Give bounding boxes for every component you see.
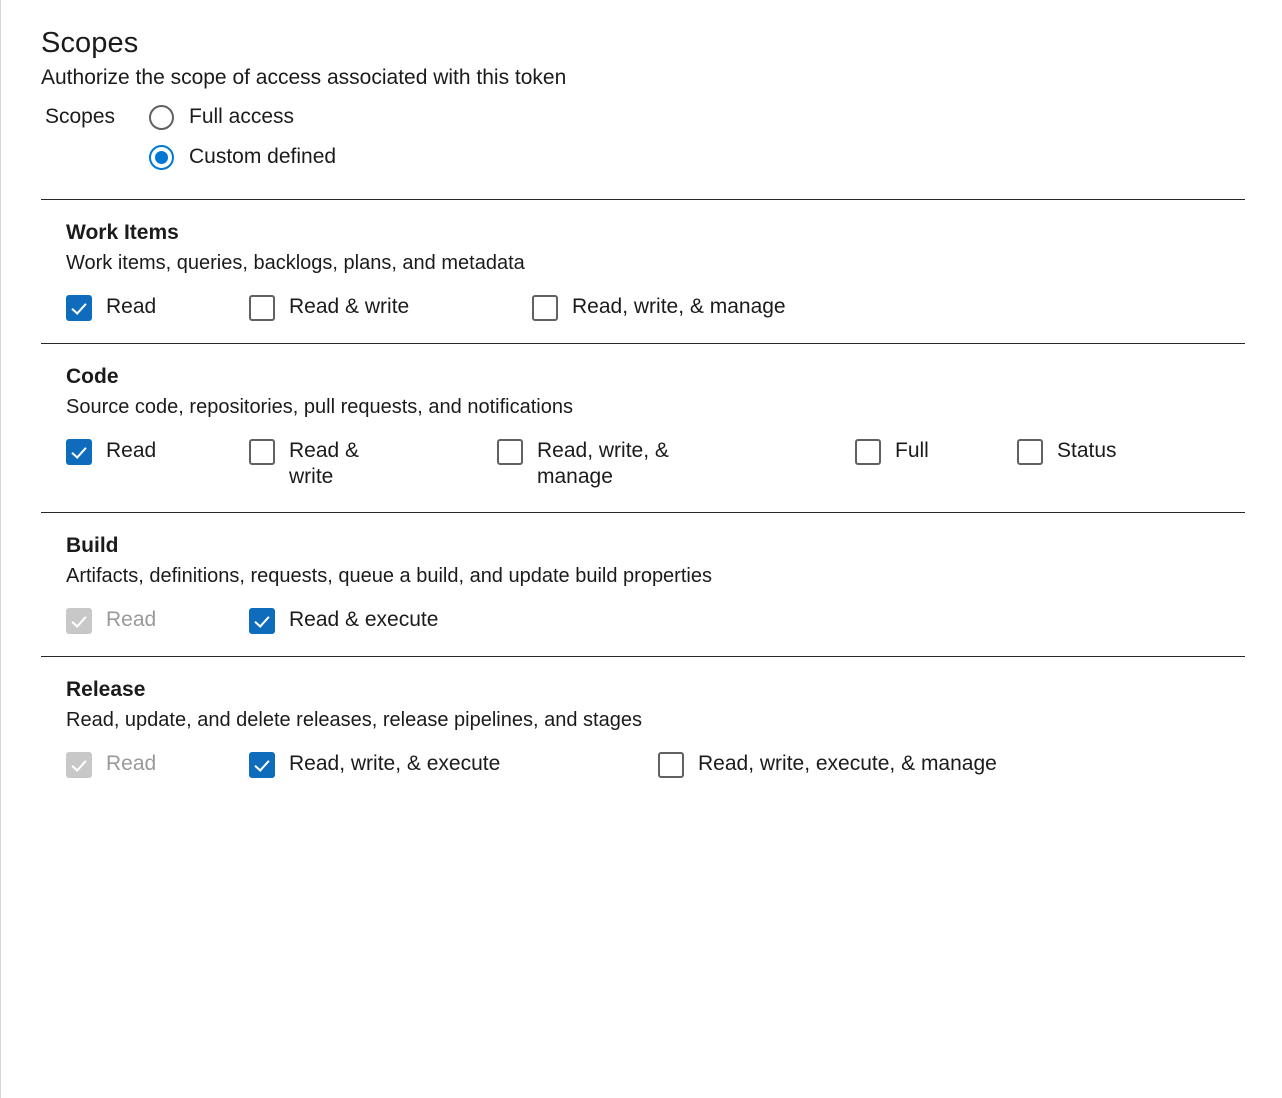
checkbox-code-full[interactable] [855,439,881,465]
scope-group-build [41,513,1251,656]
checkbox-code-read-write[interactable] [249,439,275,465]
checkbox-release-read-write-execute-manage[interactable] [658,752,684,778]
group-options-release [66,751,1251,778]
checkbox-work-items-read-write[interactable] [249,295,275,321]
group-title-work-items: Work Items [66,221,179,244]
radio-custom-defined-label[interactable]: Custom defined [189,145,337,168]
option-label-code-read-write-manage: Read, write, & manage [537,439,669,488]
group-title-build: Build [66,534,119,557]
checkbox-build-read [66,608,92,634]
option-label-work-items-read-write-manage: Read, write, & manage [572,295,786,318]
option-label-build-read: Read [106,608,157,631]
group-options-code [66,438,1251,490]
option-build-read [66,607,249,634]
option-code-read[interactable] [66,438,249,465]
divider-build [41,512,1245,513]
radio-full-access-label[interactable]: Full access [189,105,295,128]
option-label-code-read-write: Read & write [289,439,360,488]
option-code-read-write-manage[interactable] [497,438,855,490]
group-desc-build: Artifacts, definitions, requests, queue a build, and update build properties [66,565,712,587]
checkbox-code-read-write-manage[interactable] [497,439,523,465]
option-label-code-status: Status [1057,439,1117,462]
group-options-work-items [66,294,1251,321]
scope-group-work-items [41,200,1251,343]
checkbox-code-read[interactable] [66,439,92,465]
scope-mode-row-custom [41,137,1251,177]
scopes-content [41,26,1251,800]
option-release-read [66,751,249,778]
option-label-work-items-read: Read [106,295,157,318]
scope-mode-legend: Scopes [45,105,116,128]
option-code-full[interactable] [855,438,1017,465]
option-label-release-read: Read [106,752,157,775]
scope-mode-radio-group [41,97,1251,177]
page-subtitle: Authorize the scope of access associated with this token [41,66,567,89]
group-desc-release: Read, update, and delete releases, release pipelines, and stages [66,709,642,731]
option-label-release-read-write-execute-manage: Read, write, execute, & manage [698,752,997,775]
group-desc-work-items: Work items, queries, backlogs, plans, and metadata [66,252,525,274]
checkbox-release-read-write-execute[interactable] [249,752,275,778]
group-title-code: Code [66,365,119,388]
scope-group-code [41,344,1251,512]
option-code-read-write[interactable] [249,438,497,490]
option-label-build-read-execute: Read & execute [289,608,439,631]
option-work-items-read[interactable] [66,294,249,321]
radio-custom-defined[interactable] [149,145,174,170]
option-build-read-execute[interactable] [249,607,438,634]
checkbox-build-read-execute[interactable] [249,608,275,634]
group-options-build [66,607,1251,634]
radio-full-access[interactable] [149,105,174,130]
option-label-code-read: Read [106,439,157,462]
divider-work-items [41,199,1245,200]
checkbox-work-items-read-write-manage[interactable] [532,295,558,321]
left-edge-rule [0,0,1,1098]
page-title: Scopes [41,27,139,59]
option-release-read-write-execute[interactable] [249,751,658,778]
divider-code [41,343,1245,344]
option-code-status[interactable] [1017,438,1117,465]
scope-mode-row-full [41,97,1251,137]
option-work-items-read-write[interactable] [249,294,532,321]
option-label-code-full: Full [895,439,929,462]
checkbox-work-items-read[interactable] [66,295,92,321]
option-work-items-read-write-manage[interactable] [532,294,786,321]
divider-release [41,656,1245,657]
option-label-release-read-write-execute: Read, write, & execute [289,752,501,775]
checkbox-code-status[interactable] [1017,439,1043,465]
option-release-read-write-execute-manage[interactable] [658,751,997,778]
group-title-release: Release [66,678,146,701]
checkbox-release-read [66,752,92,778]
scope-group-release [41,657,1251,800]
option-label-work-items-read-write: Read & write [289,295,410,318]
group-desc-code: Source code, repositories, pull requests, and notifications [66,396,573,418]
